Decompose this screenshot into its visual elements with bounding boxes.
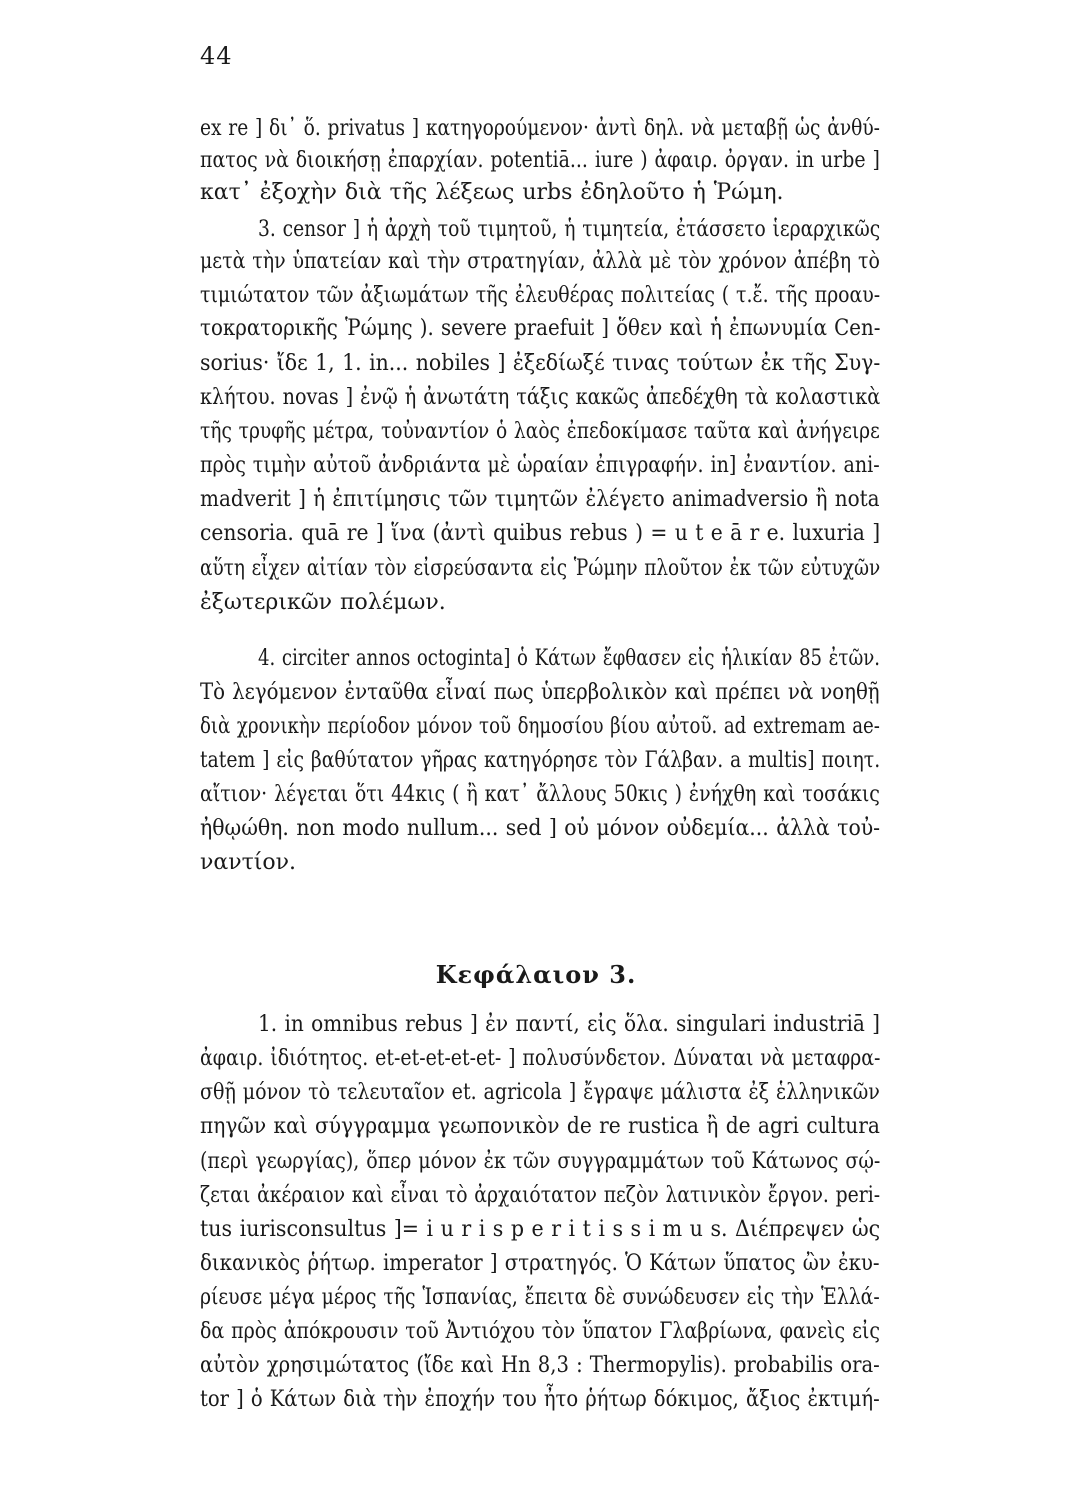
text-line: 1. in omnibus rebus ] ἐν παντί, εἰς ὅλα. singulari industriā ] bbox=[258, 1012, 880, 1037]
text-line: ἐξωτερικῶν πολέμων. bbox=[200, 590, 446, 615]
text-line: ρίευσε μέγα μέρος τῆς Ἱσπανίας, ἔπειτα δὲ συνώδευσεν εἰς τὴν Ἑλλά- bbox=[200, 1285, 880, 1310]
text-line: 4. circiter annos octoginta] ὁ Κάτων ἔφθασεν εἰς ἡλικίαν 85 ἐτῶν. bbox=[258, 646, 881, 671]
text-line: Τὸ λεγόμενον ἐνταῦθα εἶναί πως ὑπερβολικὸν καὶ πρέπει νὰ νοηθῇ bbox=[200, 680, 880, 705]
text-line: πατος νὰ διοικήσῃ ἐπαρχίαν. potentiā... iure ) ἀφαιρ. ὀργαν. in urbe ] bbox=[200, 148, 880, 173]
text-line: ἠθῳώθη. non modo nullum... sed ] οὐ μόνον οὐδεμία... ἀλλὰ τοὐ- bbox=[200, 816, 881, 841]
text-line: ἀφαιρ. ἰδιότητος. et-et-et-et-et- ] πολυσύνδετον. Δύναται νὰ μεταφρα- bbox=[200, 1046, 881, 1071]
chapter-heading: Κεφάλαιον 3. bbox=[435, 960, 637, 989]
text-line: sorius· ἴδε 1, 1. in... nobiles ] ἐξεδίωξέ τινας τούτων ἐκ τῆς Συγ- bbox=[200, 351, 881, 376]
page-number: 44 bbox=[200, 42, 233, 70]
text-line: tatem ] εἰς βαθύτατον γῆρας κατηγόρησε τὸν Γάλβαν. a multis] ποιητ. bbox=[200, 748, 881, 773]
text-line: δα πρὸς ἀπόκρουσιν τοῦ Ἀντιόχου τὸν ὕπατον Γλαβρίωνα, φανεὶς εἰς bbox=[200, 1319, 880, 1344]
text-line: κατ᾽ ἐξοχὴν διὰ τῆς λέξεως urbs ἐδηλοῦτο ἡ Ῥώμη. bbox=[200, 180, 784, 205]
text-line: τῆς τρυφῆς μέτρα, τοὐναντίον ὁ λαὸς ἐπεδοκίμασε ταῦτα καὶ ἀνήγειρε bbox=[200, 419, 880, 444]
text-line: πηγῶν καὶ σύγγραμμα γεωπονικὸν de re rustica ἢ de agri cultura bbox=[200, 1114, 880, 1139]
text-line: αὐτὸν χρησιμώτατος (ἴδε καὶ Hn 8,3 : Thermopylis). probabilis ora- bbox=[200, 1353, 880, 1378]
text-line: ναντίον. bbox=[200, 850, 297, 875]
text-line: μετὰ τὴν ὑπατείαν καὶ τὴν στρατηγίαν, ἀλλὰ μὲ τὸν χρόνον ἀπέβη τὸ bbox=[200, 249, 880, 274]
text-line: ex re ] δι᾽ ὅ. privatus ] κατηγορούμενον· ἀντὶ δηλ. νὰ μεταβῇ ὡς ἀνθύ- bbox=[200, 116, 880, 141]
text-line: δικανικὸς ῥήτωρ. imperator ] στρατηγός. Ὁ Κάτων ὕπατος ὢν ἐκυ- bbox=[200, 1251, 880, 1276]
text-line: 3. censor ] ἡ ἀρχὴ τοῦ τιμητοῦ, ἡ τιμητεία, ἐτάσσετο ἱεραρχικῶς bbox=[258, 217, 881, 242]
text-line: madverit ] ἡ ἐπιτίμησις τῶν τιμητῶν ἐλέγετο animadversio ἢ nota bbox=[200, 487, 880, 512]
text-line: σθῇ μόνον τὸ τελευταῖον et. agricola ] ἔγραψε μάλιστα ἐξ ἑλληνικῶν bbox=[200, 1080, 880, 1105]
text-line: tus iurisconsultus ]= i u r i s p e r i t i s s i m u s. Διέπρεψεν ὡς bbox=[200, 1217, 881, 1242]
text-line: (περὶ γεωργίας), ὅπερ μόνον ἐκ τῶν συγγραμμάτων τοῦ Κάτωνος σῴ- bbox=[200, 1149, 881, 1174]
text-line: αὕτη εἶχεν αἰτίαν τὸν εἰσρεύσαντα εἰς Ῥώμην πλοῦτον ἐκ τῶν εὐτυχῶν bbox=[200, 556, 881, 581]
text-line: αἴτιον· λέγεται ὅτι 44κις ( ἢ κατ᾽ ἄλλους 50κις ) ἐνήχθη καὶ τοσάκις bbox=[200, 782, 880, 807]
text-line: τοκρατορικῆς Ῥώμης ). severe praefuit ] ὅθεν καὶ ἡ ἐπωνυμία Cen- bbox=[200, 316, 881, 341]
text-line: κλήτου. novas ] ἐνῷ ἡ ἀνωτάτη τάξις κακῶς ἀπεδέχθη τὰ κολαστικὰ bbox=[200, 385, 881, 410]
text-line: ζεται ἀκέραιον καὶ εἶναι τὸ ἀρχαιότατον πεζὸν λατινικὸν ἔργον. peri- bbox=[200, 1183, 881, 1208]
text-line: πρὸς τιμὴν αὐτοῦ ἀνδριάντα μὲ ὡραίαν ἐπιγραφήν. in] ἐναντίον. ani- bbox=[200, 453, 880, 478]
text-line: διὰ χρονικὴν περίοδον μόνον τοῦ δημοσίου βίου αὐτοῦ. ad extremam ae- bbox=[200, 714, 880, 739]
text-line: tor ] ὁ Κάτων διὰ τὴν ἐποχήν του ἦτο ῥήτωρ δόκιμος, ἄξιος ἐκτιμή- bbox=[200, 1387, 880, 1412]
text-line: censoria. quā re ] ἵνα (ἀντὶ quibus rebus ) = u t e ā r e. luxuria ] bbox=[200, 521, 881, 546]
text-line: τιμιώτατον τῶν ἀξιωμάτων τῆς ἐλευθέρας πολιτείας ( τ.ἔ. τῆς προαυ- bbox=[200, 283, 881, 308]
